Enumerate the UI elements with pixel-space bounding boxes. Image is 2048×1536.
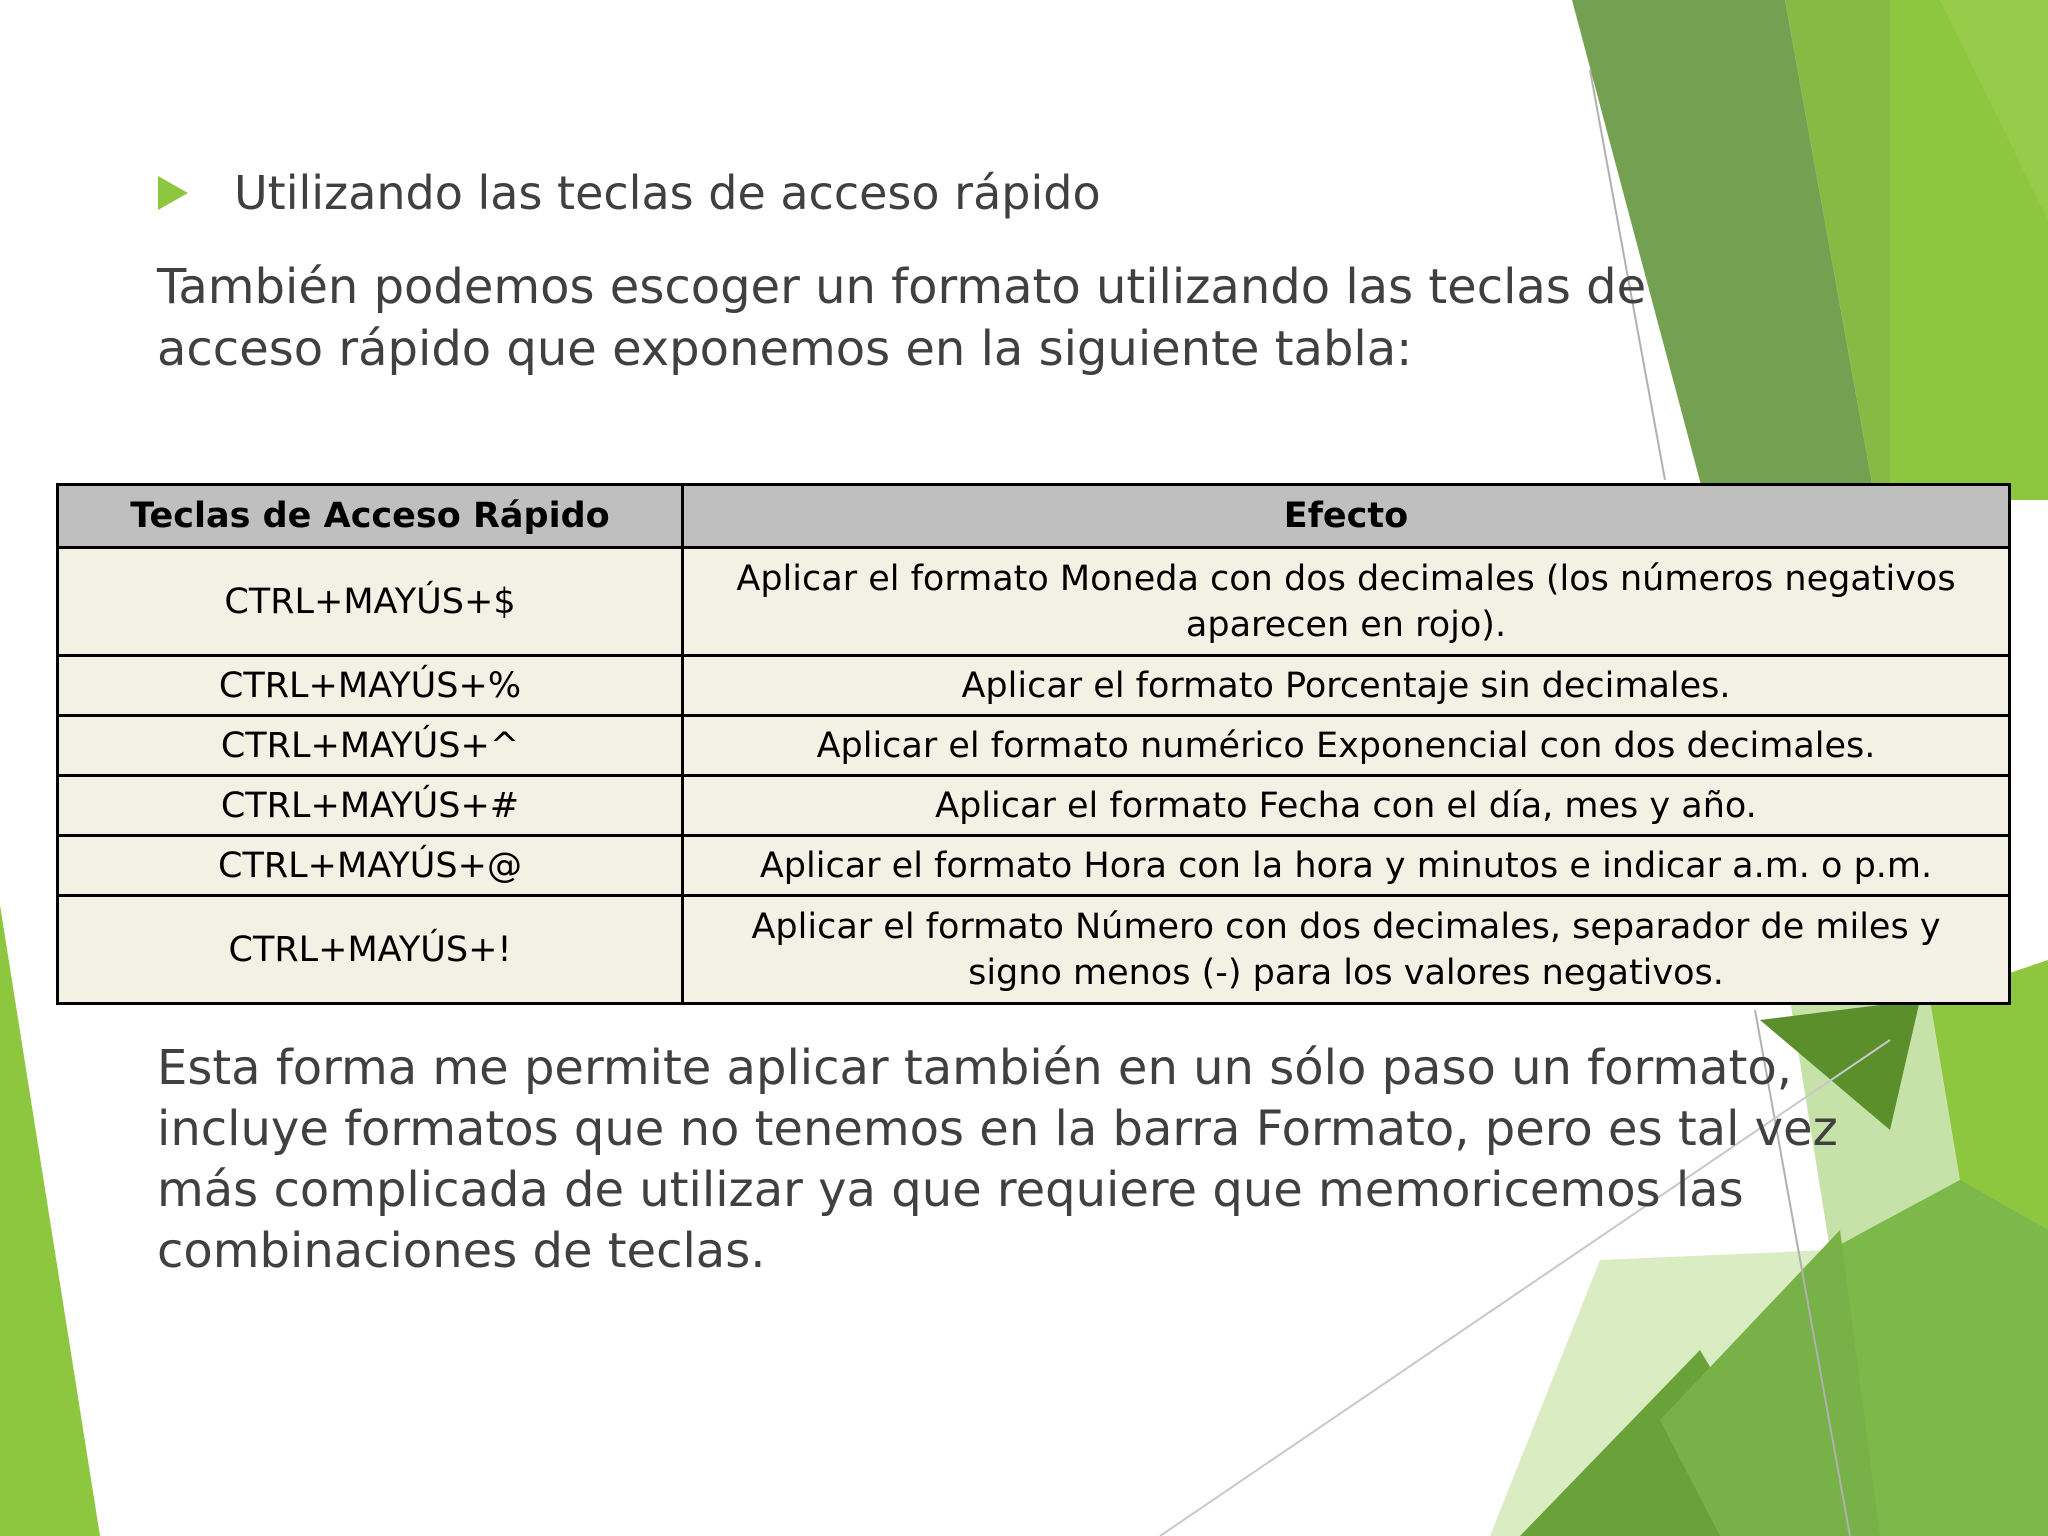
cell-keys: CTRL+MAYÚS+#: [58, 776, 683, 836]
header-effect: Efecto: [683, 485, 2010, 548]
table-row: [58, 776, 2010, 836]
cell-effect: Aplicar el formato Porcentaje sin decimales.: [683, 656, 2010, 716]
table-header-row: [58, 485, 2010, 548]
cell-effect: Aplicar el formato Fecha con el día, mes y año.: [683, 776, 2010, 836]
cell-keys: CTRL+MAYÚS+%: [58, 656, 683, 716]
shortcuts-table: [56, 483, 2011, 1005]
cell-effect: Aplicar el formato Hora con la hora y minutos e indicar a.m. o p.m.: [683, 836, 2010, 896]
cell-keys: CTRL+MAYÚS+^: [58, 716, 683, 776]
table-row: [58, 656, 2010, 716]
table-row: [58, 716, 2010, 776]
bullet-heading: [158, 166, 1101, 220]
table-row: [58, 548, 2010, 656]
cell-keys: CTRL+MAYÚS+@: [58, 836, 683, 896]
cell-keys: CTRL+MAYÚS+$: [58, 548, 683, 656]
header-keys: Teclas de Acceso Rápido: [58, 485, 683, 548]
table-row: [58, 836, 2010, 896]
intro-paragraph: También podemos escoger un formato utilizando las teclas de acceso rápido que exponemos en la siguiente tabla:: [157, 259, 1647, 377]
triangle-bullet-icon: [158, 176, 188, 210]
cell-effect: Aplicar el formato Número con dos decimales, separador de miles y signo menos (-) para los valores negativos.: [683, 896, 2010, 1004]
cell-effect: Aplicar el formato Moneda con dos decimales (los números negativos aparecen en rojo).: [683, 548, 2010, 656]
table-row: [58, 896, 2010, 1004]
bullet-heading-text: Utilizando las teclas de acceso rápido: [234, 166, 1101, 220]
cell-keys: CTRL+MAYÚS+!: [58, 896, 683, 1004]
closing-paragraph: Esta forma me permite aplicar también en un sólo paso un formato, incluye formatos que no tenemos en la barra Formato, pero es tal vez más complicada de utilizar ya que requiere que memoricemos las combinaciones de teclas.: [157, 1040, 1838, 1279]
cell-effect: Aplicar el formato numérico Exponencial con dos decimales.: [683, 716, 2010, 776]
